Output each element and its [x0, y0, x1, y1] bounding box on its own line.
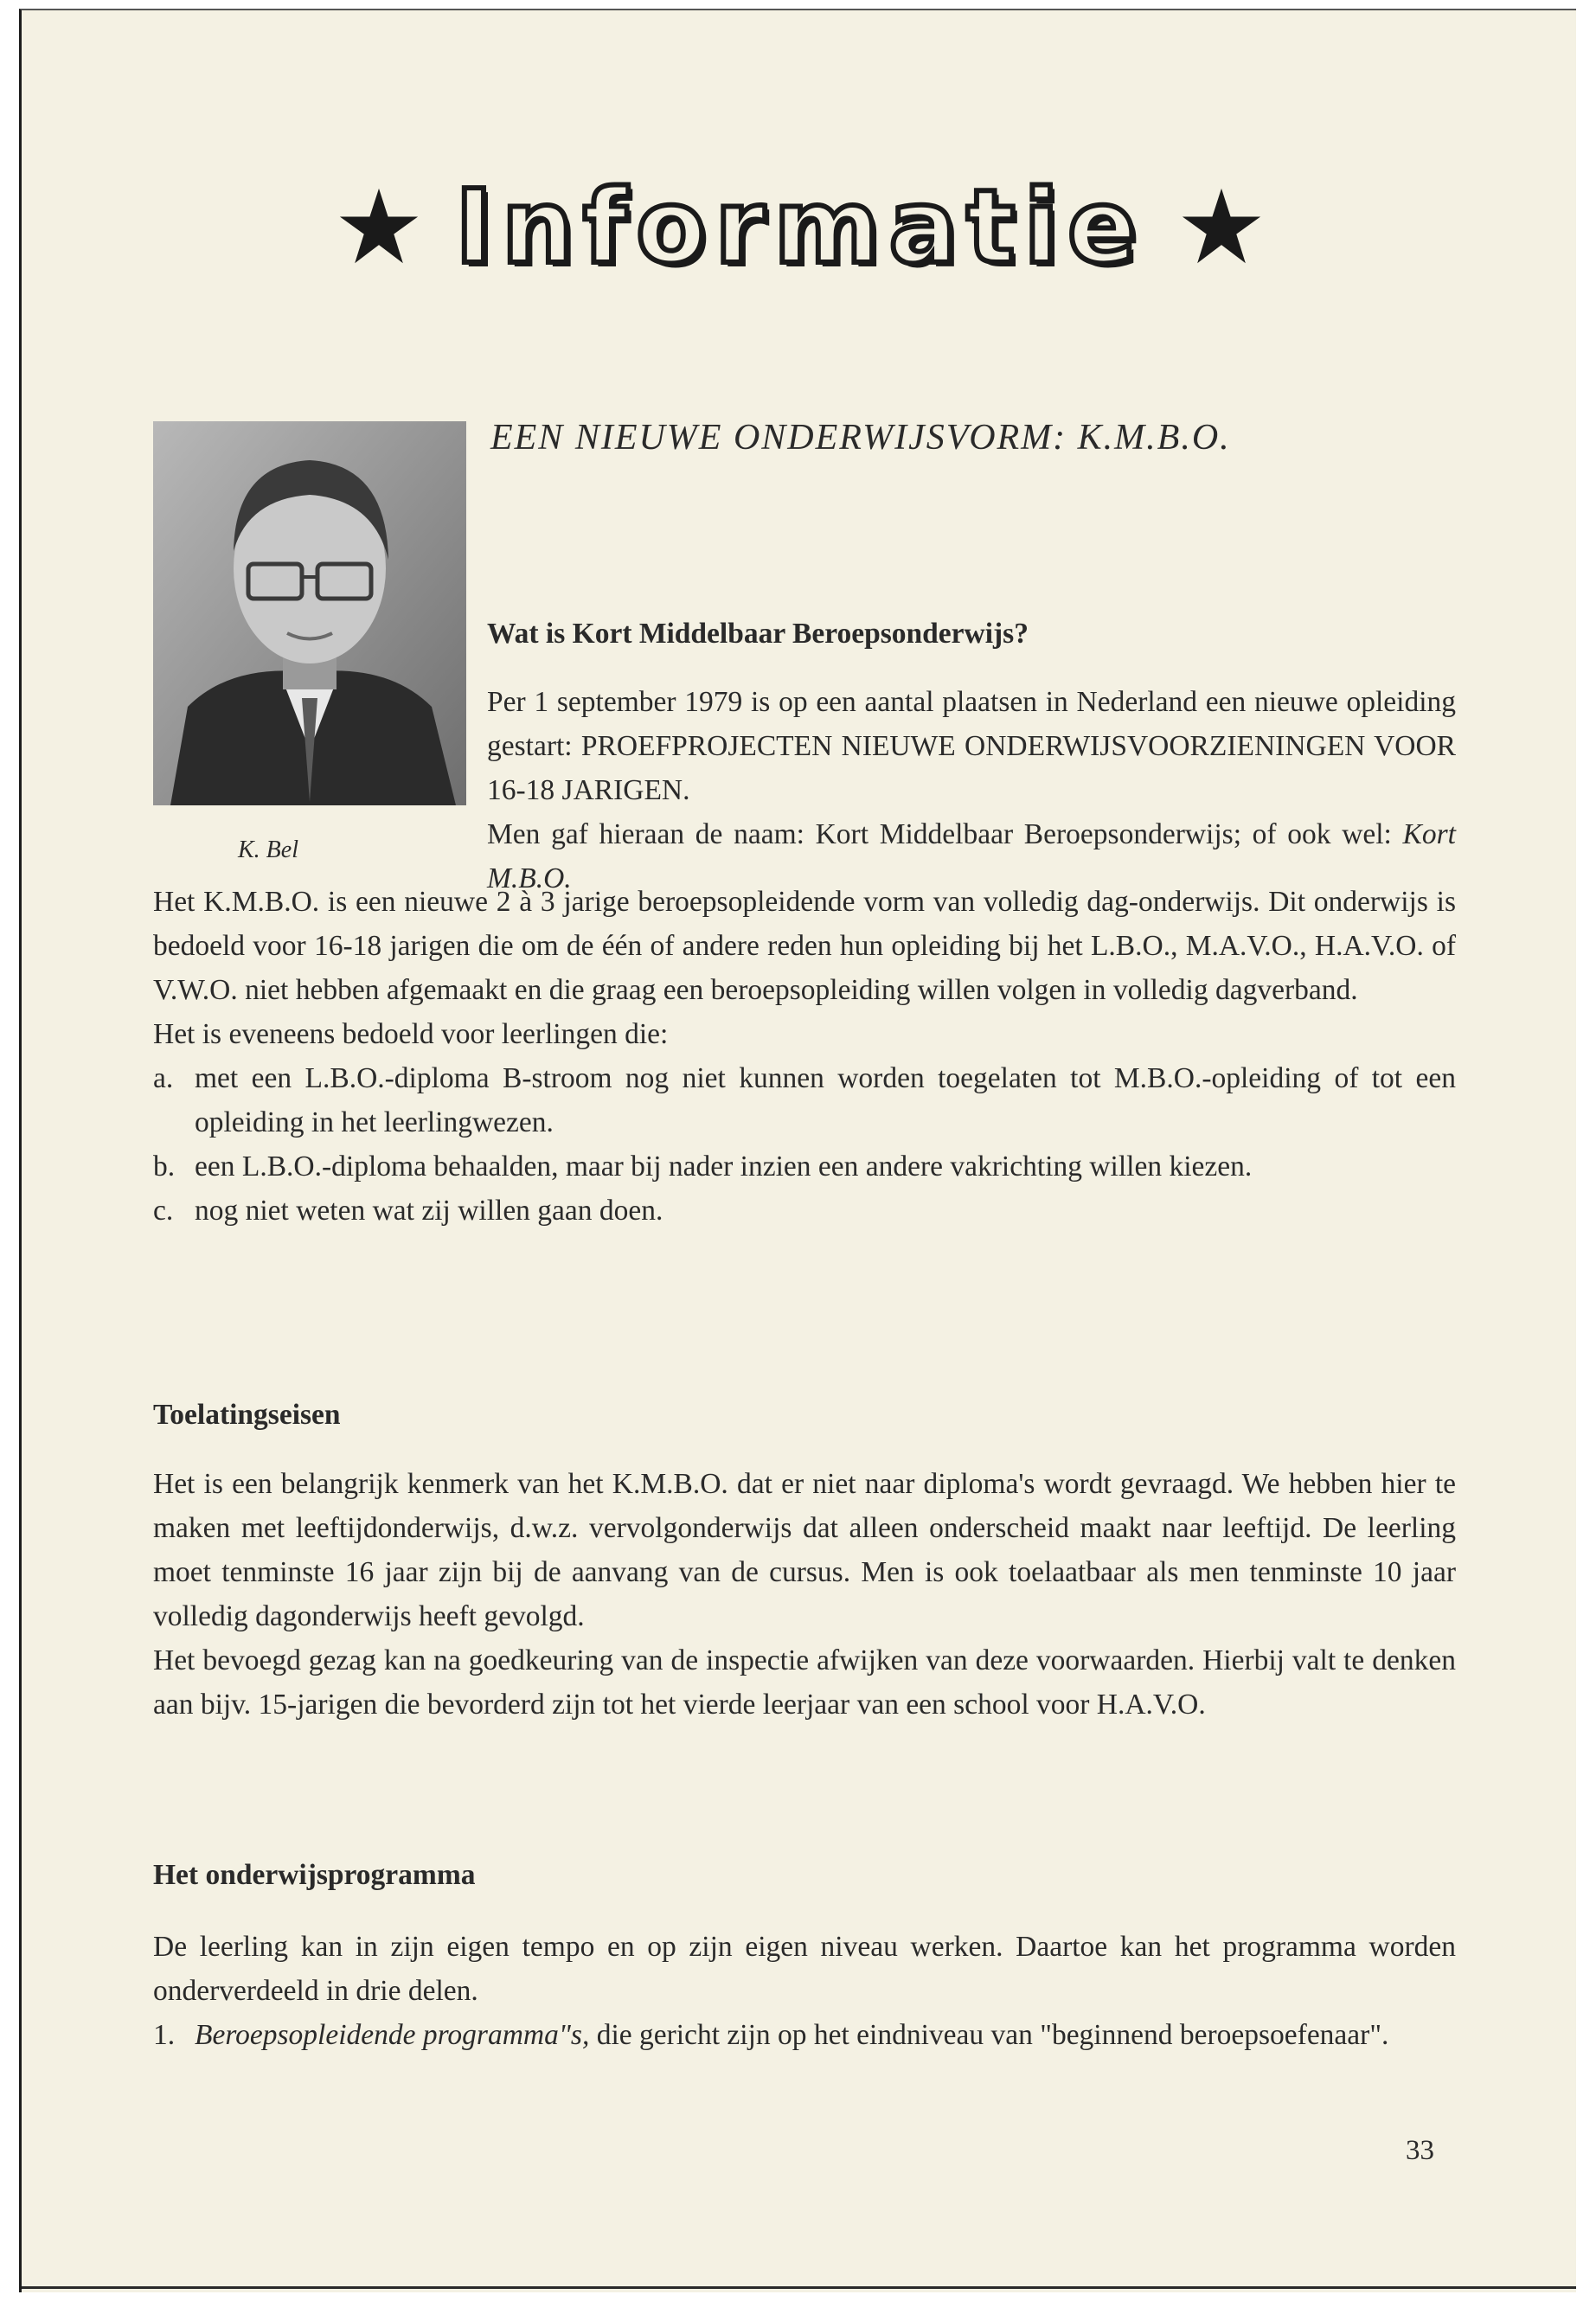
toelating-paragraph: Het bevoegd gezag kan na goedkeuring van de inspectie afwijken van deze voorwaarden. Hierbij valt te denken aan bijv. 15-jarigen die bevorderd zijn tot het vierde leerjaar van een school voor H.A.V.O. [153, 1644, 1456, 1721]
list-marker: a. [153, 1062, 174, 1094]
intro-paragraph-emphasis: Kort M.B.O. [487, 818, 1456, 894]
list-marker: 1. [153, 2019, 176, 2051]
subheading-toelatingseisen: Toelatingseisen [153, 1399, 341, 1431]
toelating-block [153, 1462, 1456, 1727]
list-item [153, 1189, 1456, 1233]
list-item [153, 1144, 1456, 1189]
intro-subheading: Wat is Kort Middelbaar Beroepsonderwijs? [487, 618, 1029, 650]
star-icon [337, 185, 420, 268]
star-icon [1180, 185, 1263, 268]
page-title: Informatie [455, 167, 1145, 286]
list-marker: b. [153, 1150, 176, 1183]
page-edge-rule [22, 2286, 1576, 2289]
programma-paragraph: De leerling kan in zijn eigen tempo en op zijn eigen niveau werken. Daartoe kan het programma worden onderverdeeld in drie delen. [153, 1931, 1456, 2007]
list-item-emphasis: Beroepsopleidende programma"s, [195, 2019, 590, 2051]
page-number: 33 [1406, 2135, 1434, 2166]
list-item-text: een L.B.O.-diploma behaalden, maar bij nader inzien een andere vakrichting willen kiezen. [195, 1150, 1253, 1183]
body-paragraph: Het is eveneens bedoeld voor leerlingen die: [153, 1018, 669, 1050]
intro-paragraph: Per 1 september 1979 is op een aantal plaatsen in Nederland een nieuwe opleiding gestart: PROEFPROJECTEN NIEUWE ONDERWIJSVOORZIENINGEN VOOR 16-18 JARIGEN. [487, 686, 1456, 806]
photo-caption: K. Bel [238, 836, 298, 863]
intro-block [487, 612, 1456, 901]
subheading-onderwijsprogramma: Het onderwijsprogramma [153, 1859, 476, 1891]
list-item-text: met een L.B.O.-diploma B-stroom nog niet kunnen worden toegelaten tot M.B.O.-opleiding of tot een opleiding in het leerlingwezen. [195, 1062, 1456, 1138]
toelating-paragraph: Het is een belangrijk kenmerk van het K.M.B.O. dat er niet naar diploma's wordt gevraagd. We hebben hier te maken met leeftijdonderwijs, d.w.z. vervolgonderwijs dat alleen onderscheid maakt naar leeftijd. De leerling moet tenminste 16 jaar zijn bij de aanvang van de cursus. Men is ook toelaatbaar als men tenminste 10 jaar volledig dagonderwijs heeft gevolgd. [153, 1468, 1456, 1632]
list-item-text: nog niet weten wat zij willen gaan doen. [195, 1195, 663, 1227]
section-heading: EEN NIEUWE ONDERWIJSVORM: K.M.B.O. [490, 418, 1231, 458]
list-marker: c. [153, 1195, 174, 1227]
document-page [19, 9, 1576, 2292]
list-item-text: die gericht zijn op het eindniveau van "beginnend beroepsoefenaar". [589, 2019, 1389, 2051]
criteria-list [153, 1056, 1456, 1233]
intro-paragraph-lead: Men gaf hieraan de naam: Kort Middelbaar Beroepsonderwijs; of ook wel: [487, 818, 1403, 850]
programma-block [153, 1925, 1456, 2057]
list-item [153, 1056, 1456, 1144]
author-photo [153, 421, 466, 805]
list-item [153, 2013, 1456, 2057]
body-block [153, 880, 1456, 1233]
programma-list [153, 2013, 1456, 2057]
body-paragraph: Het K.M.B.O. is een nieuwe 2 à 3 jarige beroepsopleidende vorm van volledig dag-onderwijs. Dit onderwijs is bedoeld voor 16-18 jarigen die om de één of andere reden hun opleiding bij het L.B.O., M.A.V.O., H.A.V.O. of V.W.O. niet hebben afgemaakt en die graag een beroepsopleiding willen volgen in volledig dagverband. [153, 886, 1456, 1006]
title-banner [255, 157, 1345, 296]
